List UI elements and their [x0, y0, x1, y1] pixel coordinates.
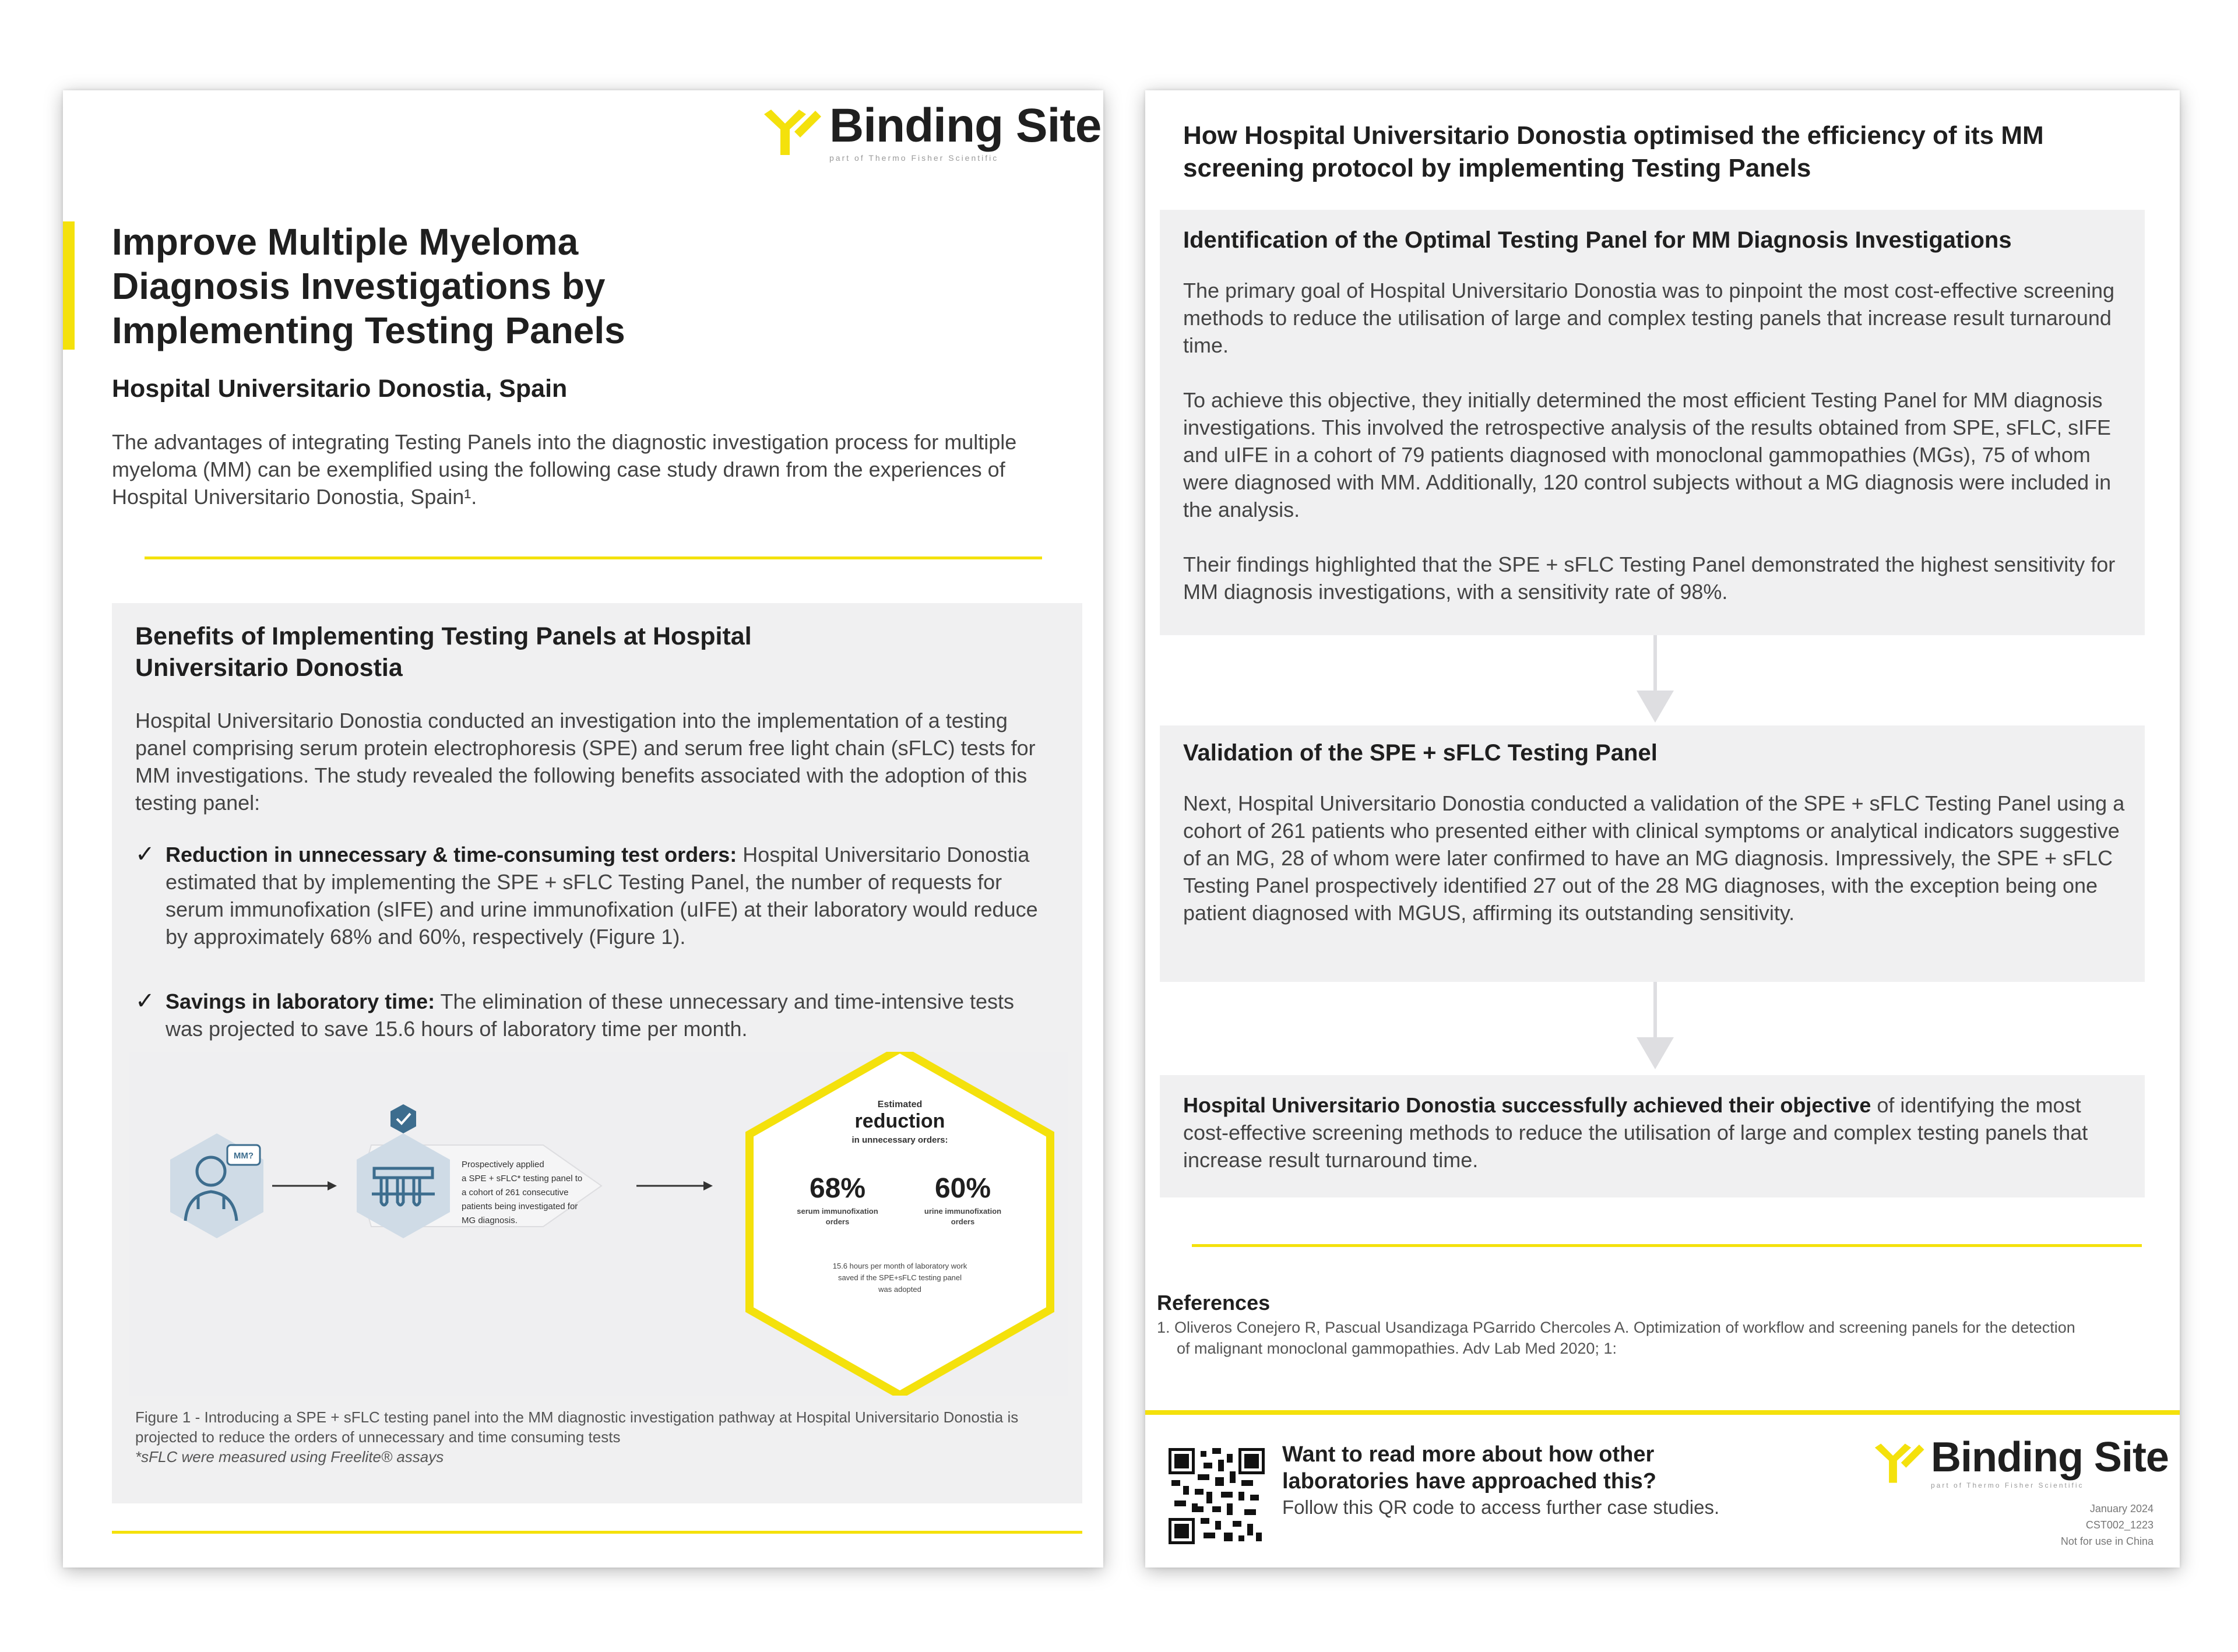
outcome-text [1183, 1091, 2127, 1174]
hex-footnote: was adopted [878, 1285, 921, 1294]
hex-footnote: 15.6 hours per month of laboratory work [832, 1262, 967, 1270]
figure-caption-text: Figure 1 - Introducing a SPE + sFLC testing panel into the MM diagnostic investigation pathway at Hospital Universitario Donostia is projected to reduce the orders of unnecessary and time consuming tests [135, 1408, 1019, 1446]
identification-box [1160, 210, 2145, 635]
outcome-box [1160, 1075, 2145, 1197]
stat-label: urine immunofixation [924, 1207, 1002, 1216]
hex-label-sub: in unnecessary orders: [851, 1135, 948, 1145]
figure-caption [135, 1407, 1068, 1467]
meta-code: CST002_1223 [2085, 1519, 2153, 1531]
reference-item: 1. Oliveros Conejero R, Pascual Usandizaga PGarrido Chercoles A. Optimization of workflow and screening panels for the detection of malignant monoclonal gammopathies. Adv Lab Med 2020; 1: [1157, 1319, 2075, 1357]
validation-box [1160, 725, 2145, 982]
benefit-text: The elimination of these unnecessary and time-intensive tests was projected to save 15.6 hours of laboratory time per month. [166, 989, 1014, 1041]
footer-rule [1145, 1410, 2180, 1415]
outcome-rest: of identifying the most cost-effective screening methods to reduce the utilisation of large and complex testing panels that increase result turnaround time. [1183, 1093, 2088, 1172]
identification-text [1183, 277, 2127, 633]
title-accent-bar [63, 221, 75, 350]
identification-heading: Identification of the Optimal Testing Panel for MM Diagnosis Investigations [1183, 227, 2012, 253]
brand-name: Binding Site [1931, 1434, 2169, 1481]
page-subtitle: Hospital Universitario Donostia, Spain [112, 375, 568, 403]
checkmark-icon: ✓ [135, 988, 155, 1014]
benefit-title: Reduction in unnecessary & time-consuming test orders: [166, 843, 737, 866]
case-study-page-1 [63, 90, 1103, 1568]
serum-reduction-value: 68% [809, 1173, 866, 1204]
meta-date: January 2024 [2089, 1503, 2153, 1514]
step-text-line: patients being investigated for [462, 1202, 578, 1211]
bottom-divider [112, 1531, 1082, 1534]
benefits-heading: Benefits of Implementing Testing Panels at Hospital Universitario Donostia [135, 622, 752, 682]
stat-label: orders [951, 1217, 975, 1226]
step-text-line: a SPE + sFLC* testing panel to [462, 1174, 583, 1183]
hex-label-main: reduction [854, 1110, 945, 1132]
stat-label: orders [825, 1217, 850, 1226]
meta-restriction: Not for use in China [2060, 1535, 2153, 1547]
brand-tagline: part of Thermo Fisher Scientific [1931, 1481, 2084, 1489]
step-text-line: a cohort of 261 consecutive [462, 1188, 569, 1197]
flow-down-arrow-icon [1632, 982, 1678, 1069]
paragraph: To achieve this objective, they initially determined the most efficient Testing Panel for MM diagnosis investigations. This involved the retrospective analysis of the results obtained from SPE, sFLC, sIFE and uIFE in a cohort of 79 patients diagnosed with monoclonal gammopathies (MGs), 75 of whom were diagnosed with MM. Additionally, 120 control subjects without a MG diagnosis were included in the analysis. [1183, 388, 2112, 522]
step-text-line: Prospectively applied [462, 1160, 544, 1170]
hex-label-top: Estimated [877, 1100, 923, 1109]
mm-badge: MM? [233, 1151, 254, 1161]
right-page-title: How Hospital Universitario Donostia optimised the efficiency of its MM screening protocol by implementing Testing Panels [1183, 121, 2044, 182]
brand-name: Binding Site [829, 99, 1102, 152]
figure-1-diagram [129, 1052, 1068, 1396]
binding-site-logo-icon [1871, 1440, 1926, 1487]
footer-question: Want to read more about how other laboratories have approached this? [1282, 1442, 1656, 1494]
binding-site-logo [1871, 1436, 2169, 1489]
flow-down-arrow-icon [1632, 635, 1678, 723]
validation-text: Next, Hospital Universitario Donostia conducted a validation of the SPE + sFLC Testing Panel using a cohort of 261 patients who presented either with clinical symptoms or analytical indicators suggestive of an MG, 28 of whom were later confirmed to have an MG diagnosis. Impressively, the SPE + sFLC Testing Panel prospectively identified 27 out of the 28 MG diagnoses, with the exception being one patient diagnosed with MGUS, affirming its outstanding sensitivity. [1183, 791, 2125, 925]
outcome-bold: Hospital Universitario Donostia successfully achieved their objective [1183, 1093, 1871, 1117]
references-divider [1192, 1244, 2142, 1247]
step-text-line: MG diagnosis. [462, 1216, 518, 1225]
paragraph: The primary goal of Hospital Universitario Donostia was to pinpoint the most cost-effective screening methods to reduce the utilisation of large and complex testing panels that increase result turnaround time. [1183, 279, 2115, 357]
references-heading: References [1157, 1291, 1271, 1315]
hex-footnote: saved if the SPE+sFLC testing panel [838, 1273, 962, 1282]
paragraph: Their findings highlighted that the SPE + sFLC Testing Panel demonstrated the highest sensitivity for MM diagnosis investigations, with a sensitivity rate of 98%. [1183, 552, 2116, 604]
case-study-page-2 [1145, 90, 2180, 1568]
validation-heading: Validation of the SPE + sFLC Testing Panel [1183, 740, 1658, 766]
urine-reduction-value: 60% [934, 1173, 991, 1204]
figure-footnote: *sFLC were measured using Freelite® assays [135, 1448, 444, 1466]
benefit-item [135, 988, 1044, 1042]
benefit-text: Hospital Universitario Donostia estimated that by implementing the SPE + sFLC Testing Panel, the number of requests for serum immunofixation (sIFE) and urine immunofixation (uIFE) at their laboratory would reduce by approximately 68% and 60%, respectively (Figure 1). [166, 843, 1038, 949]
checkmark-icon: ✓ [135, 841, 155, 867]
page-title: Improve Multiple Myeloma Diagnosis Investigations by Implementing Testing Panels [112, 221, 625, 351]
benefits-intro: Hospital Universitario Donostia conducted an investigation into the implementation of a testing panel comprising serum protein electrophoresis (SPE) and serum free light chain (sFLC) tests for MM investigations. The study revealed the following benefits associated with the adoption of this testing panel: [135, 709, 1036, 815]
benefit-title: Savings in laboratory time: [166, 989, 435, 1013]
intro-paragraph: The advantages of integrating Testing Panels into the diagnostic investigation process for multiple myeloma (MM) can be exemplified using the following case study drawn from the experiences of Hospital Universitario Donostia, Spain¹. [112, 430, 1017, 509]
footer-text: Follow this QR code to access further case studies. [1282, 1496, 1720, 1518]
binding-site-logo [759, 99, 1102, 163]
brand-tagline: part of Thermo Fisher Scientific [829, 153, 999, 163]
document-meta [2061, 1500, 2153, 1549]
benefit-item [135, 841, 1044, 950]
stat-label: serum immunofixation [797, 1207, 878, 1216]
benefits-box [112, 603, 1082, 1503]
binding-site-logo-icon [759, 106, 824, 158]
qr-code[interactable] [1169, 1448, 1265, 1544]
section-divider [145, 556, 1042, 559]
